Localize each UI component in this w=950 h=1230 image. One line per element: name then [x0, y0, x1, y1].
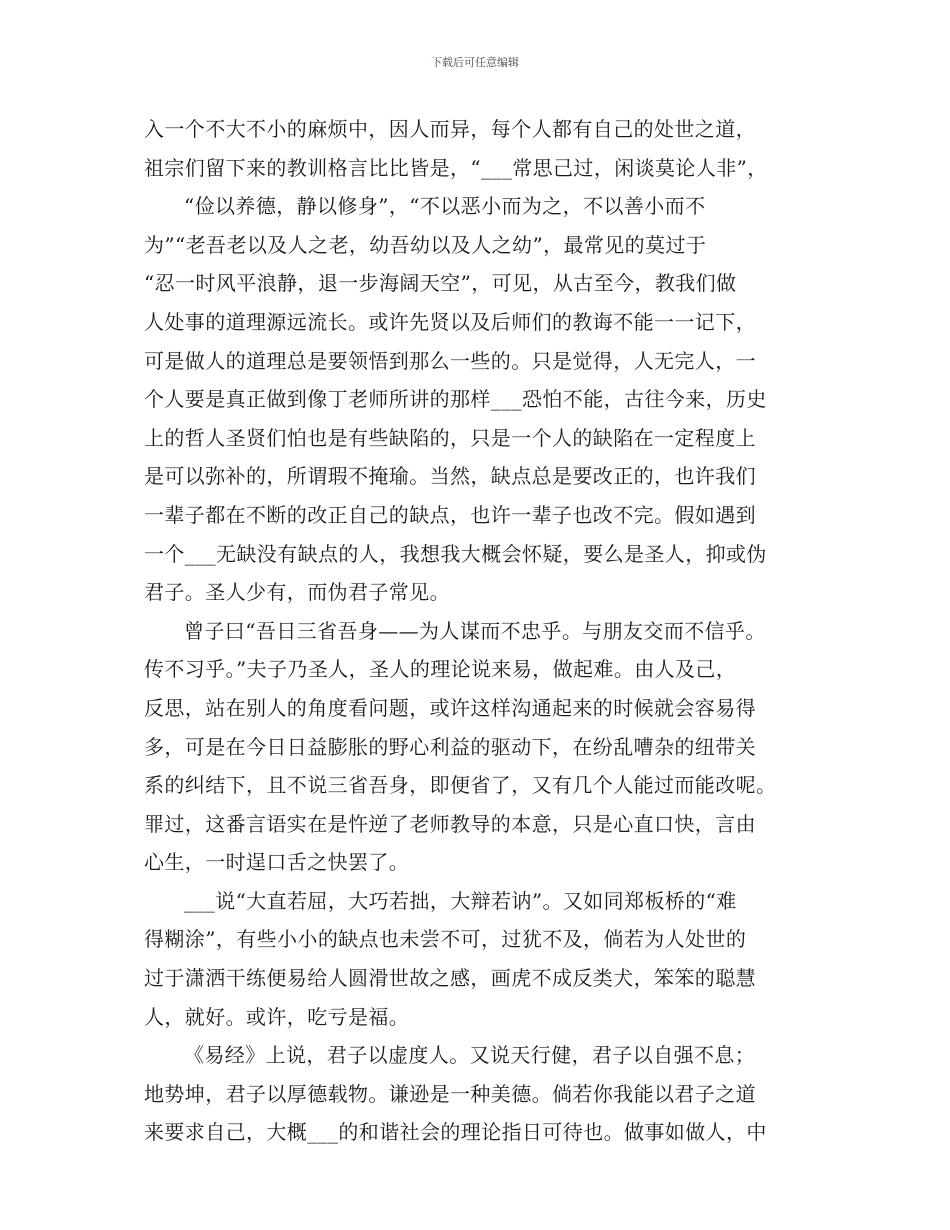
text-line: 一辈子都在不断的改正自己的缺点，也许一辈子也改不完。假如遇到: [144, 502, 756, 527]
text-line: 君子。圣人少有，而伪君子常见。: [144, 580, 450, 605]
text-line: 过于潇洒干练便易给人圆滑世故之感，画虎不成反类犬，笨笨的聪慧: [144, 966, 756, 991]
text-line: 人处事的道理源远流长。或许先贤以及后师们的教诲不能一一记下，: [144, 309, 756, 334]
text-line: “忍一时风平浪静，退一步海阔天空”，可见，从古至今，教我们做: [144, 271, 737, 296]
text-line: 地势坤，君子以厚德载物。谦逊是一种美德。倘若你我能以君子之道: [144, 1081, 756, 1106]
text-line: 入一个不大不小的麻烦中，因人而异，每个人都有自己的处世之道，: [144, 117, 756, 141]
text-line: 为”“老吾老以及人之老，幼吾幼以及人之幼”，最常见的莫过于: [144, 232, 707, 257]
text-line: 传不习乎。”夫子乃圣人，圣人的理论说来易，做起难。由人及己，: [144, 657, 737, 682]
document-body: [144, 110, 814, 1152]
text-line: 一个___无缺没有缺点的人，我想我大概会怀疑，要么是圣人，抑或伪: [144, 541, 767, 566]
text-line: 系的纠结下，且不说三省吾身，即便省了，又有几个人能过而能改呢。: [144, 773, 777, 798]
text-line: 可是做人的道理总是要领悟到那么一些的。只是觉得，人无完人，一: [144, 348, 756, 373]
text-line: 多，可是在今日日益膨胀的野心利益的驱动下，在纷乱嘈杂的纽带关: [144, 734, 756, 759]
text-line: 人，就好。或许，吃亏是福。: [144, 1004, 410, 1029]
page-header: 下载后可任意编辑: [431, 56, 519, 69]
text-line: 反思，站在别人的角度看问题，或许这样沟通起来的时候就会容易得: [144, 695, 756, 720]
text-line: ___说“大直若屈，大巧若拙，大辩若讷”。又如同郑板桥的“难: [184, 888, 737, 913]
text-line: 曾子曰“吾日三省吾身——为人谋而不忠乎。与朋友交而不信乎。: [184, 618, 766, 643]
text-line: 《易经》上说，君子以虚度人。又说天行健，君子以自强不息；: [184, 1043, 756, 1068]
text-line: “俭以养德，静以修身”，“不以恶小而为之，不以善小而不: [184, 194, 706, 219]
text-line: 得糊涂”，有些小小的缺点也未尝不可，过犹不及，倘若为人处世的: [144, 927, 747, 952]
text-line: 罪过，这番言语实在是忤逆了老师教导的本意，只是心直口快，言由: [144, 811, 756, 836]
text-line: 祖宗们留下来的教训格言比比皆是，“___常思己过，闲谈莫论人非”，: [144, 155, 768, 180]
text-line: 来要求自己，大概___的和谐社会的理论指日可待也。做事如做人，中: [144, 1120, 767, 1145]
text-line: 是可以弥补的，所谓瑕不掩瑜。当然，缺点总是要改正的，也许我们: [144, 464, 756, 489]
text-line: 心生，一时逞口舌之快罢了。: [144, 850, 410, 875]
text-line: 上的哲人圣贤们怕也是有些缺陷的，只是一个人的缺陷在一定程度上: [144, 425, 756, 450]
text-line: 个人要是真正做到像丁老师所讲的那样___恐怕不能，古往今来，历史: [144, 387, 767, 412]
